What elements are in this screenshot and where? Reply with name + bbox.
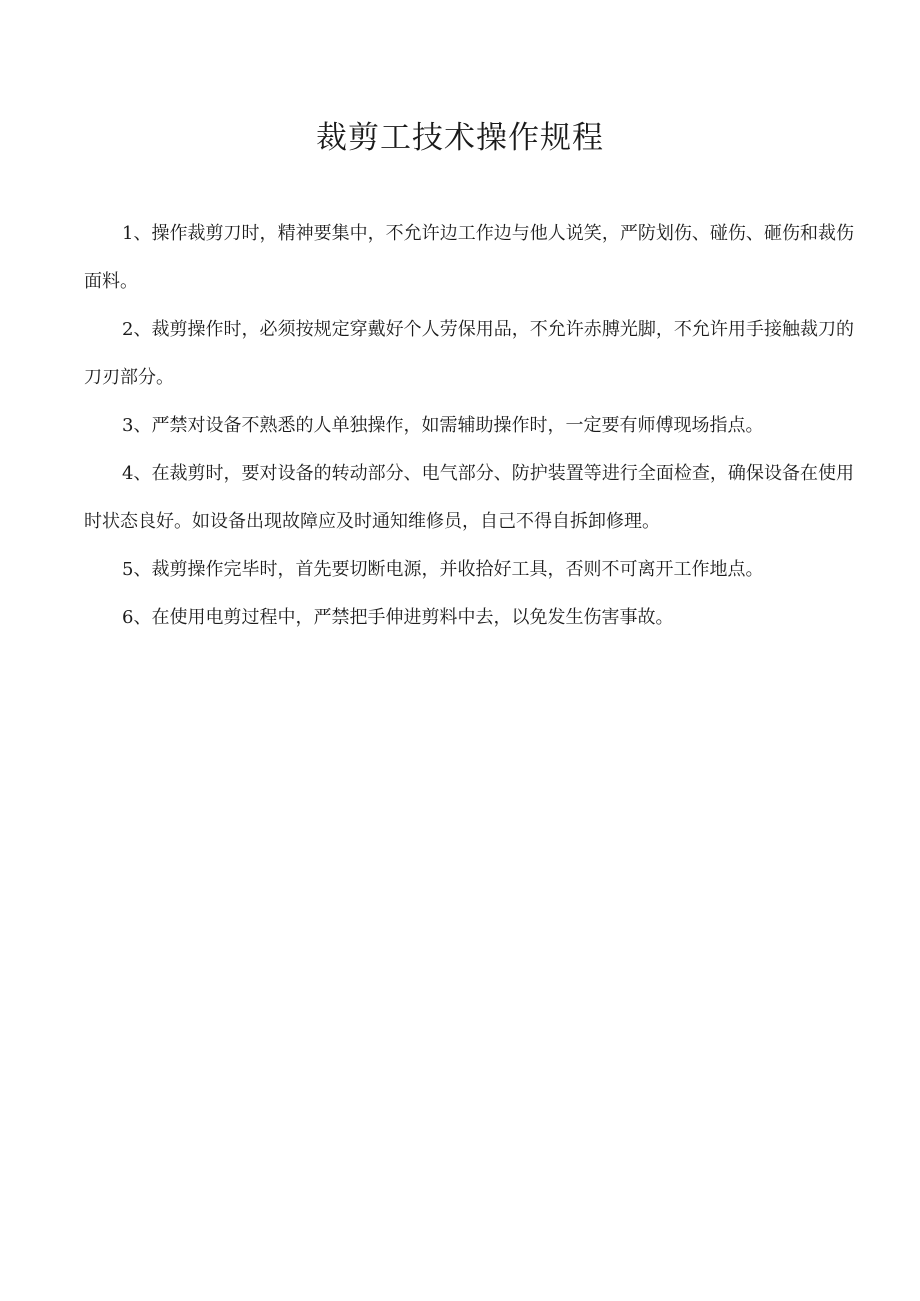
- rule-item-4: 4、在裁剪时，要对设备的转动部分、电气部分、防护装置等进行全面检查，确保设备在使用时状态良好。如设备出现故障应及时通知维修员，自己不得自拆卸修理。: [84, 463, 854, 532]
- rule-item-3: 3、严禁对设备不熟悉的人单独操作，如需辅助操作时，一定要有师傅现场指点。: [122, 415, 764, 436]
- document-title: 裁剪工技术操作规程: [316, 120, 604, 156]
- rule-item-1: 1、操作裁剪刀时，精神要集中，不允许边工作边与他人说笑，严防划伤、碰伤、砸伤和裁伤面料。: [84, 223, 854, 292]
- rule-item-2: 2、裁剪操作时，必须按规定穿戴好个人劳保用品，不允许赤膊光脚，不允许用手接触裁刀的刀刃部分。: [84, 319, 854, 388]
- rule-item-6: 6、在使用电剪过程中，严禁把手伸进剪料中去，以免发生伤害事故。: [122, 607, 674, 628]
- rules-list: [84, 210, 854, 642]
- rule-item-5: 5、裁剪操作完毕时，首先要切断电源，并收拾好工具，否则不可离开工作地点。: [122, 559, 764, 580]
